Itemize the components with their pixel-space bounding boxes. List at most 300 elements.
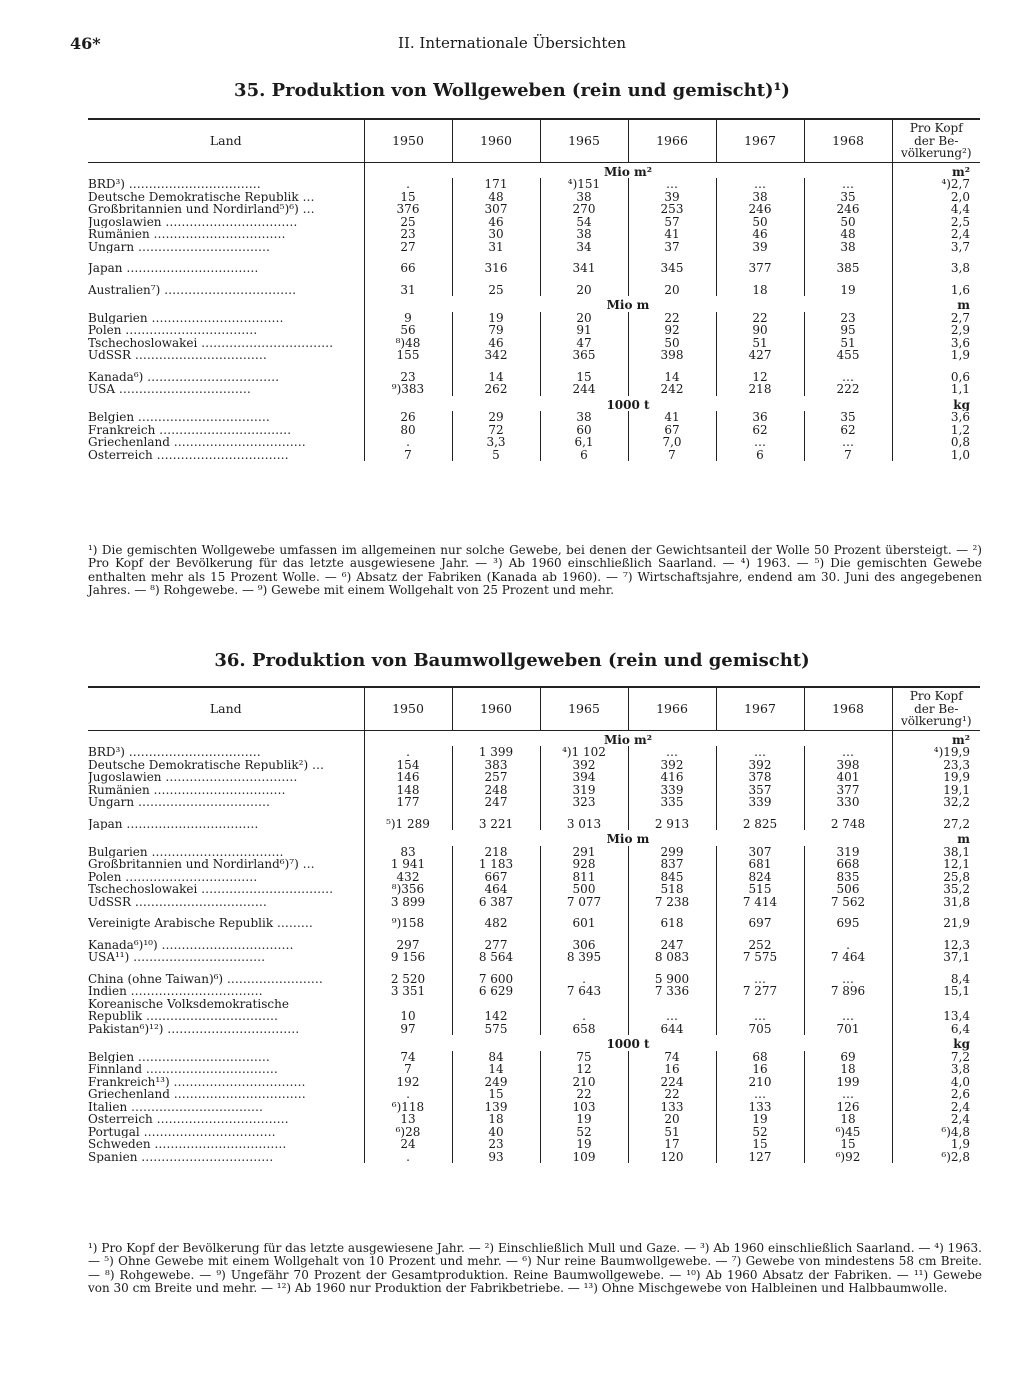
value-cell: 95	[804, 324, 892, 337]
spacer-cell	[452, 809, 540, 818]
value-cell: 146	[364, 771, 452, 784]
spacer-cell	[716, 809, 804, 818]
spacer-cell	[892, 362, 980, 371]
value-cell: 253	[628, 203, 716, 216]
value-cell: 7	[628, 449, 716, 462]
value-cell: 339	[628, 784, 716, 797]
spacer-cell	[892, 275, 980, 284]
per-capita-cell: 19,9	[892, 771, 980, 784]
country-cell: Österreich ……………………………	[88, 448, 289, 461]
value-cell: 171	[452, 178, 540, 191]
spacer-cell	[628, 908, 716, 917]
value-cell: 6	[716, 449, 804, 462]
spacer-cell	[540, 908, 628, 917]
spacer-cell	[364, 809, 452, 818]
spacer-cell	[628, 275, 716, 284]
country-cell: Japan ……………………………	[88, 262, 259, 275]
value-cell: 15	[804, 1138, 892, 1151]
value-cell: 9 156	[364, 951, 452, 964]
table-row	[88, 337, 980, 350]
table-row	[88, 1051, 980, 1064]
spacer-row	[88, 908, 980, 917]
value-cell: 15	[452, 1088, 540, 1101]
value-cell: 845	[628, 871, 716, 884]
per-capita-cell: 3,7	[892, 241, 980, 254]
value-cell: 48	[452, 191, 540, 204]
per-capita-cell: 2,4	[892, 228, 980, 241]
value-cell: 377	[804, 784, 892, 797]
value-cell: .	[540, 1010, 628, 1023]
value-cell: 262	[452, 383, 540, 396]
country-cell: Kanada⁶) ……………………………	[88, 370, 280, 383]
value-cell: …	[716, 973, 804, 986]
value-cell: 3 899	[364, 896, 452, 909]
value-cell: 40	[452, 1126, 540, 1139]
value-cell: 1 399	[452, 746, 540, 759]
value-cell: 9	[364, 312, 452, 325]
spacer-cell	[364, 930, 452, 939]
spacer-cell	[804, 809, 892, 818]
value-cell: .	[804, 939, 892, 952]
per-capita-cell: 27,2	[892, 818, 980, 831]
value-cell	[628, 998, 716, 1011]
per-capita-cell: 15,1	[892, 985, 980, 998]
per-capita-cell: 2,4	[892, 1101, 980, 1114]
unit-label: Mio m	[364, 296, 892, 312]
table-row	[88, 858, 980, 871]
value-cell: 62	[804, 424, 892, 437]
value-cell: 12	[540, 1063, 628, 1076]
value-cell: 357	[716, 784, 804, 797]
table-row	[88, 896, 980, 909]
value-cell: 19	[540, 1113, 628, 1126]
spacer-cell	[804, 275, 892, 284]
per-capita-cell: 0,6	[892, 371, 980, 384]
per-capita-cell	[892, 998, 980, 1011]
country-cell: Polen ……………………………	[88, 324, 258, 337]
country-cell: BRD³) ……………………………	[88, 178, 261, 191]
value-cell: 506	[804, 883, 892, 896]
per-capita-cell: 4,0	[892, 1076, 980, 1089]
value-cell: 392	[716, 759, 804, 772]
unit-spacer	[88, 396, 364, 412]
value-cell: 22	[628, 1088, 716, 1101]
spacer-cell	[716, 908, 804, 917]
value-cell: 6,1	[540, 436, 628, 449]
spacer-row	[88, 930, 980, 939]
country-cell: Pakistan⁶)¹²) ……………………………	[88, 1022, 300, 1035]
value-cell: 23	[364, 371, 452, 384]
value-cell: 8 083	[628, 951, 716, 964]
value-cell: 247	[452, 796, 540, 809]
value-cell: ⁴)151	[540, 178, 628, 191]
spacer-cell	[628, 362, 716, 371]
value-cell: 6	[540, 449, 628, 462]
spacer-cell	[716, 275, 804, 284]
value-cell: 277	[452, 939, 540, 952]
value-cell: 297	[364, 939, 452, 952]
spacer-cell	[540, 253, 628, 262]
column-header: 1966	[628, 687, 716, 730]
value-cell: 139	[452, 1101, 540, 1114]
value-cell: 18	[452, 1113, 540, 1126]
value-cell: 18	[804, 1113, 892, 1126]
value-cell: 247	[628, 939, 716, 952]
table-row	[88, 1076, 980, 1089]
column-header: 1966	[628, 119, 716, 162]
table-row	[88, 818, 980, 831]
value-cell: 35	[804, 411, 892, 424]
table-row	[88, 784, 980, 797]
country-cell: Frankreich¹³) ……………………………	[88, 1075, 306, 1088]
value-cell: …	[804, 973, 892, 986]
country-cell: Österreich ……………………………	[88, 1113, 289, 1126]
table-row	[88, 746, 980, 759]
value-cell: 75	[540, 1051, 628, 1064]
value-cell: …	[628, 1010, 716, 1023]
table-row	[88, 771, 980, 784]
value-cell: 50	[628, 337, 716, 350]
value-cell: 7 336	[628, 985, 716, 998]
per-capita-cell: 6,4	[892, 1023, 980, 1036]
country-cell: Rumänien ……………………………	[88, 228, 286, 241]
value-cell: 80	[364, 424, 452, 437]
value-cell: 62	[716, 424, 804, 437]
value-cell: 244	[540, 383, 628, 396]
value-cell: 3 351	[364, 985, 452, 998]
value-cell: 385	[804, 262, 892, 275]
country-cell: Finnland ……………………………	[88, 1063, 278, 1076]
spacer-cell	[804, 253, 892, 262]
spacer-cell	[88, 809, 364, 818]
spacer-cell	[540, 809, 628, 818]
value-cell: 398	[804, 759, 892, 772]
per-capita-cell: 3,8	[892, 1063, 980, 1076]
value-cell: 401	[804, 771, 892, 784]
country-cell: USA ……………………………	[88, 383, 251, 396]
spacer-cell	[716, 964, 804, 973]
unit-label-per-capita: m²	[892, 162, 980, 178]
table-row	[88, 759, 980, 772]
value-cell: 681	[716, 858, 804, 871]
column-header: 1965	[540, 687, 628, 730]
value-cell: 7 464	[804, 951, 892, 964]
value-cell: 811	[540, 871, 628, 884]
per-capita-cell: 1,2	[892, 424, 980, 437]
unit-label-per-capita: kg	[892, 396, 980, 412]
country-cell: Bulgarien ……………………………	[88, 845, 284, 858]
table-row	[88, 178, 980, 191]
value-cell: 57	[628, 216, 716, 229]
value-cell: 345	[628, 262, 716, 275]
value-cell: 668	[804, 858, 892, 871]
column-header: 1968	[804, 687, 892, 730]
value-cell: 23	[804, 312, 892, 325]
value-cell: 319	[804, 846, 892, 859]
value-cell: …	[804, 436, 892, 449]
value-cell: …	[716, 1088, 804, 1101]
table-row	[88, 1101, 980, 1114]
country-cell: Deutsche Demokratische Republik …	[88, 190, 315, 203]
country-cell: Großbritannien und Nordirland⁵)⁶) …	[88, 203, 315, 216]
value-cell: 126	[804, 1101, 892, 1114]
value-cell: 16	[716, 1063, 804, 1076]
column-header: 1967	[716, 687, 804, 730]
value-cell: ⁹)383	[364, 383, 452, 396]
country-cell: Belgien ……………………………	[88, 411, 270, 424]
per-capita-cell: 2,5	[892, 216, 980, 229]
table-row	[88, 1023, 980, 1036]
spacer-cell	[88, 275, 364, 284]
spacer-cell	[804, 964, 892, 973]
value-cell: ⁶)92	[804, 1151, 892, 1164]
country-cell: Deutsche Demokratische Republik²) …	[88, 758, 324, 771]
value-cell: 155	[364, 349, 452, 362]
value-cell: 50	[716, 216, 804, 229]
country-cell: Kanada⁶)¹⁰) ……………………………	[88, 938, 294, 951]
value-cell: 39	[628, 191, 716, 204]
value-cell: 23	[364, 228, 452, 241]
value-cell: 335	[628, 796, 716, 809]
spacer-cell	[892, 908, 980, 917]
value-cell: 25	[452, 284, 540, 297]
value-cell: 97	[364, 1023, 452, 1036]
country-cell: Bulgarien ……………………………	[88, 311, 284, 324]
per-capita-cell: 31,8	[892, 896, 980, 909]
column-header: 1967	[716, 119, 804, 162]
spacer-cell	[892, 930, 980, 939]
value-cell: 7 575	[716, 951, 804, 964]
country-cell: UdSSR ……………………………	[88, 349, 267, 362]
table-row	[88, 191, 980, 204]
value-cell: 20	[628, 1113, 716, 1126]
value-cell: 51	[628, 1126, 716, 1139]
table-36-footnotes: ¹) Pro Kopf der Bevölkerung für das letzte ausgewiesene Jahr. — ²) Einschließlich Mull und Gaze. — ³) Ab 1960 einschließlich Saarland. — ⁴) 1963. — ⁵) Ohne Gewebe mit einem Wollgehalt von 10 Prozent und mehr. — ⁶) Nur reine Baumwollgewebe. — ⁷) Gewebe von mindestens 58 cm Breite. — ⁸) Rohgewebe. — ⁹) Ungefähr 70 Prozent der Gesamtproduktion. Reine Baumwollgewebe. — ¹⁰) Ab 1960 Absatz der Fabriken. — ¹¹) Gewebe von 30 cm Breite und mehr. — ¹²) Ab 1960 nur Produktion der Fabrikbetriebe. — ¹³) Ohne Mischgewebe von Halbleinen und Halbbaumwolle.	[88, 1241, 982, 1296]
value-cell: 199	[804, 1076, 892, 1089]
table-row	[88, 284, 980, 297]
spacer-cell	[364, 964, 452, 973]
country-cell: Italien ……………………………	[88, 1100, 264, 1113]
per-capita-cell: 4,4	[892, 203, 980, 216]
table-row	[88, 1063, 980, 1076]
unit-label-per-capita: m	[892, 296, 980, 312]
per-capita-cell: ⁶)2,8	[892, 1151, 980, 1164]
value-cell: 22	[540, 1088, 628, 1101]
value-cell: 15	[716, 1138, 804, 1151]
value-cell: 127	[716, 1151, 804, 1164]
value-cell: 224	[628, 1076, 716, 1089]
spacer-cell	[804, 930, 892, 939]
column-header: Pro Kopf der Be-völkerung¹)	[892, 687, 980, 730]
spacer-cell	[88, 253, 364, 262]
per-capita-cell: 35,2	[892, 883, 980, 896]
value-cell: 8 395	[540, 951, 628, 964]
unit-row	[88, 296, 980, 312]
table-row	[88, 985, 980, 998]
table-row	[88, 883, 980, 896]
value-cell: 72	[452, 424, 540, 437]
value-cell: 210	[716, 1076, 804, 1089]
value-cell: 2 913	[628, 818, 716, 831]
value-cell: 154	[364, 759, 452, 772]
value-cell: 7,0	[628, 436, 716, 449]
table-row	[88, 998, 980, 1011]
country-cell: BRD³) ……………………………	[88, 746, 261, 759]
spacer-cell	[540, 964, 628, 973]
table-36-title: 36. Produktion von Baumwollgeweben (rein und gemischt)	[214, 650, 810, 671]
spacer-cell	[88, 930, 364, 939]
value-cell: 74	[364, 1051, 452, 1064]
country-cell: Vereinigte Arabische Republik ………	[88, 917, 313, 930]
per-capita-cell: 13,4	[892, 1010, 980, 1023]
value-cell: 316	[452, 262, 540, 275]
value-cell: 307	[716, 846, 804, 859]
unit-spacer	[88, 830, 364, 846]
spacer-cell	[452, 964, 540, 973]
value-cell: 222	[804, 383, 892, 396]
value-cell: 365	[540, 349, 628, 362]
value-cell: 3 221	[452, 818, 540, 831]
unit-label: 1000 t	[364, 396, 892, 412]
table-35-footnotes: ¹) Die gemischten Wollgewebe umfassen im allgemeinen nur solche Gewebe, bei denen der Gewichtsanteil der Wolle 50 Prozent übersteigt. — ²) Pro Kopf der Bevölkerung für das letzte ausgewiesene Jahr. — ³) Ab 1960 einschließlich Saarland. — ⁴) 1963. — ⁵) Die gemischten Gewebe enthalten mehr als 15 Prozent Wolle. — ⁶) Absatz der Fabriken (Kanada ab 1960). — ⁷) Wirtschaftsjahre, endend am 30. Juni des angegebenen Jahres. — ⁸) Rohgewebe. — ⁹) Gewebe mit einem Wollgehalt von 25 Prozent und mehr.	[88, 543, 982, 598]
value-cell: 518	[628, 883, 716, 896]
table-row	[88, 424, 980, 437]
value-cell: 27	[364, 241, 452, 254]
value-cell: 79	[452, 324, 540, 337]
value-cell: 90	[716, 324, 804, 337]
value-cell: 618	[628, 917, 716, 930]
spacer-cell	[628, 809, 716, 818]
table-row	[88, 951, 980, 964]
value-cell: 515	[716, 883, 804, 896]
per-capita-cell: 32,2	[892, 796, 980, 809]
value-cell: 392	[540, 759, 628, 772]
value-cell: 330	[804, 796, 892, 809]
spacer-cell	[88, 362, 364, 371]
value-cell: 22	[716, 312, 804, 325]
table-row	[88, 1126, 980, 1139]
country-cell: USA¹¹) ……………………………	[88, 951, 266, 964]
value-cell: 210	[540, 1076, 628, 1089]
value-cell: 38	[540, 411, 628, 424]
column-header: 1965	[540, 119, 628, 162]
value-cell: 20	[628, 284, 716, 297]
spacer-row	[88, 964, 980, 973]
spacer-cell	[452, 362, 540, 371]
value-cell: 109	[540, 1151, 628, 1164]
value-cell: 41	[628, 228, 716, 241]
value-cell: 427	[716, 349, 804, 362]
table-row	[88, 371, 980, 384]
per-capita-cell: 1,9	[892, 1138, 980, 1151]
country-cell: Rumänien ……………………………	[88, 783, 286, 796]
value-cell: 342	[452, 349, 540, 362]
country-cell: Polen ……………………………	[88, 870, 258, 883]
spacer-row	[88, 809, 980, 818]
value-cell: 658	[540, 1023, 628, 1036]
value-cell: 30	[452, 228, 540, 241]
value-cell: 835	[804, 871, 892, 884]
value-cell: 218	[452, 846, 540, 859]
country-cell: Japan ……………………………	[88, 817, 259, 830]
value-cell: 18	[804, 1063, 892, 1076]
value-cell: 14	[628, 371, 716, 384]
value-cell: ⁶)45	[804, 1126, 892, 1139]
spacer-cell	[88, 964, 364, 973]
value-cell: 3,3	[452, 436, 540, 449]
value-cell: 34	[540, 241, 628, 254]
value-cell: 20	[540, 312, 628, 325]
value-cell: .	[364, 746, 452, 759]
value-cell: 5 900	[628, 973, 716, 986]
value-cell: …	[628, 178, 716, 191]
value-cell: 378	[716, 771, 804, 784]
value-cell: 575	[452, 1023, 540, 1036]
value-cell: 31	[452, 241, 540, 254]
value-cell: 299	[628, 846, 716, 859]
column-header: 1950	[364, 119, 452, 162]
table-36-header-row	[88, 687, 980, 730]
per-capita-cell: ⁶)4,8	[892, 1126, 980, 1139]
value-cell: 7	[804, 449, 892, 462]
country-cell: Frankreich ……………………………	[88, 423, 292, 436]
value-cell	[364, 998, 452, 1011]
value-cell: 68	[716, 1051, 804, 1064]
country-cell: Australien⁷) ……………………………	[88, 283, 297, 296]
country-cell: China (ohne Taiwan)⁶) ……………………	[88, 972, 323, 985]
value-cell: 148	[364, 784, 452, 797]
table-row	[88, 324, 980, 337]
value-cell: ⁶)118	[364, 1101, 452, 1114]
value-cell: …	[716, 746, 804, 759]
value-cell: 248	[452, 784, 540, 797]
value-cell: 19	[452, 312, 540, 325]
unit-spacer	[88, 162, 364, 178]
per-capita-cell: 21,9	[892, 917, 980, 930]
unit-row	[88, 830, 980, 846]
value-cell: 29	[452, 411, 540, 424]
per-capita-cell: 2,7	[892, 312, 980, 325]
value-cell: 7 643	[540, 985, 628, 998]
table-row	[88, 203, 980, 216]
spacer-cell	[716, 362, 804, 371]
value-cell	[540, 998, 628, 1011]
value-cell: 46	[452, 337, 540, 350]
value-cell: 695	[804, 917, 892, 930]
table-row	[88, 1010, 980, 1023]
value-cell: 52	[716, 1126, 804, 1139]
value-cell: …	[804, 746, 892, 759]
per-capita-cell: 3,6	[892, 411, 980, 424]
value-cell: ⁸)356	[364, 883, 452, 896]
value-cell: 52	[540, 1126, 628, 1139]
value-cell: …	[804, 178, 892, 191]
per-capita-cell: 3,8	[892, 262, 980, 275]
unit-spacer	[88, 730, 364, 746]
country-cell: Tschechoslowakei ……………………………	[88, 336, 334, 349]
value-cell: 41	[628, 411, 716, 424]
unit-spacer	[88, 1035, 364, 1051]
spacer-cell	[804, 362, 892, 371]
value-cell: 341	[540, 262, 628, 275]
value-cell: 66	[364, 262, 452, 275]
table-35-header-row	[88, 119, 980, 162]
value-cell: 38	[540, 228, 628, 241]
value-cell: 93	[452, 1151, 540, 1164]
column-header: Land	[88, 119, 364, 162]
per-capita-cell: ⁴)19,9	[892, 746, 980, 759]
value-cell: 218	[716, 383, 804, 396]
